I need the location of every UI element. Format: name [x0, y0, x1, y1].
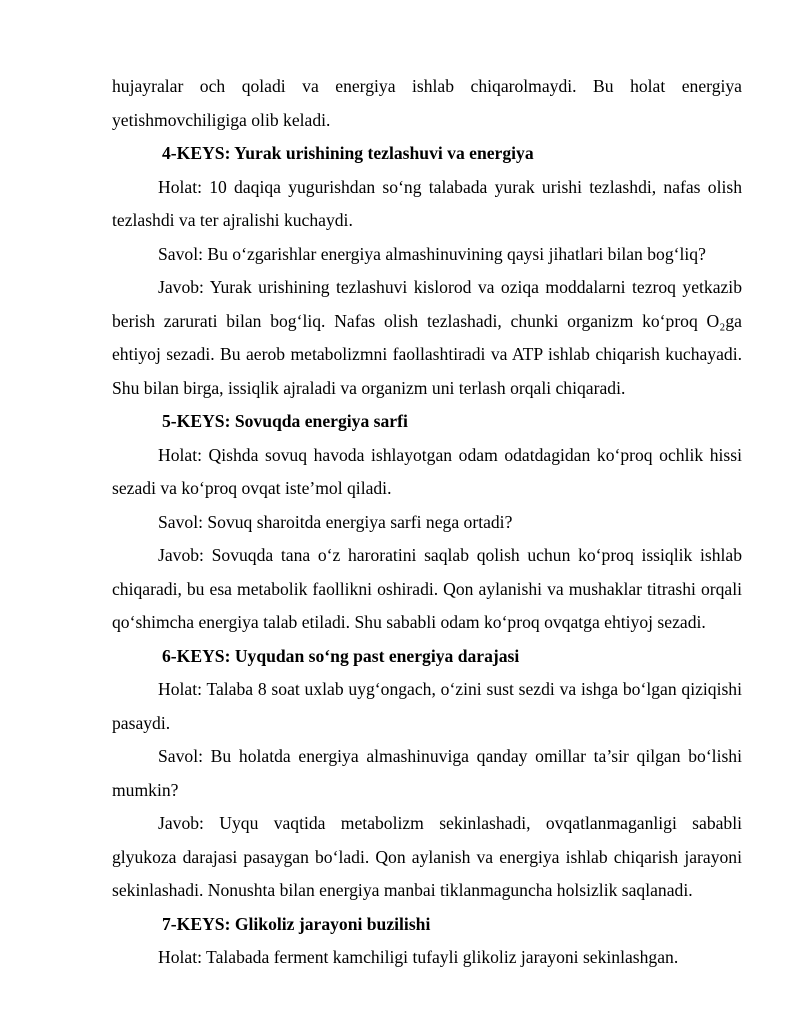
case-4-holat: Holat: 10 daqiqa yugurishdan so‘ng talabada yurak urishi tezlashdi, nafas olish tezlashdi va ter ajralishi kuchaydi. [112, 176, 742, 230]
case-6-javob: Javob: Uyqu vaqtida metabolizm sekinlashadi, ovqatlanmaganligi sababli glyukoza darajasi pasaygan bo‘ladi. Qon aylanish va energiya ishlab chiqarish jarayoni sekinlashadi. Nonushta bilan energiya manbai tiklanmaguncha holsizlik saqlanadi. [112, 813, 742, 900]
case-6-savol: Savol: Bu holatda energiya almashinuviga qanday omillar ta’sir qilgan bo‘lishi mumkin? [112, 746, 742, 800]
case-7-holat: Holat: Talabada ferment kamchiligi tufayli glikoliz jarayoni sekinlashgan. [158, 947, 679, 967]
case-6-heading: 6-KEYS: Uyqudan so‘ng past energiya darajasi [162, 645, 520, 666]
continuation-paragraph: hujayralar och qoladi va energiya ishlab chiqarolmaydi. Bu holat energiya yetishmovchiligiga olib keladi. [112, 76, 742, 130]
case-5-holat: Holat: Qishda sovuq havoda ishlayotgan odam odatdagidan ko‘proq ochlik hissi sezadi va ko‘proq ovqat iste’mol qiladi. [112, 444, 742, 498]
case-4-heading: 4-KEYS: Yurak urishining tezlashuvi va energiya [162, 143, 534, 163]
case-4-javob: Javob: Yurak urishining tezlashuvi kislorod va oziqa moddalarni tezroq yetkazib berish zarurati bilan bog‘liq. Nafas olish tezlashadi, chunki organizm ko‘proq O₂ga ehtiyoj sezadi. Bu aerob metabolizmni faollashtiradi va ATP ishlab chiqarish kuchayadi. Shu bilan birga, issiqlik ajraladi va organizm uni terlash orqali chiqaradi. [112, 277, 742, 398]
case-5-savol: Savol: Sovuq sharoitda energiya sarfi nega ortadi? [158, 511, 513, 532]
case-7-heading: 7-KEYS: Glikoliz jarayoni buzilishi [162, 913, 431, 934]
case-5-heading: 5-KEYS: Sovuqda energiya sarfi [162, 411, 408, 431]
case-5-javob: Javob: Sovuqda tana o‘z haroratini saqlab qolish uchun ko‘proq issiqlik ishlab chiqaradi, bu esa metabolik faollikni oshiradi. Qon aylanishi va mushaklar titrashi orqali qo‘shimcha energiya talab etiladi. Shu sababli odam ko‘proq ovqatga ehtiyoj sezadi. [112, 545, 742, 632]
document-page [112, 70, 742, 975]
case-6-holat: Holat: Talaba 8 soat uxlab uyg‘ongach, o‘zini sust sezdi va ishga bo‘lgan qiziqishi pasaydi. [112, 679, 742, 733]
case-4-savol: Savol: Bu o‘zgarishlar energiya almashinuvining qaysi jihatlari bilan bog‘liq? [158, 243, 706, 264]
